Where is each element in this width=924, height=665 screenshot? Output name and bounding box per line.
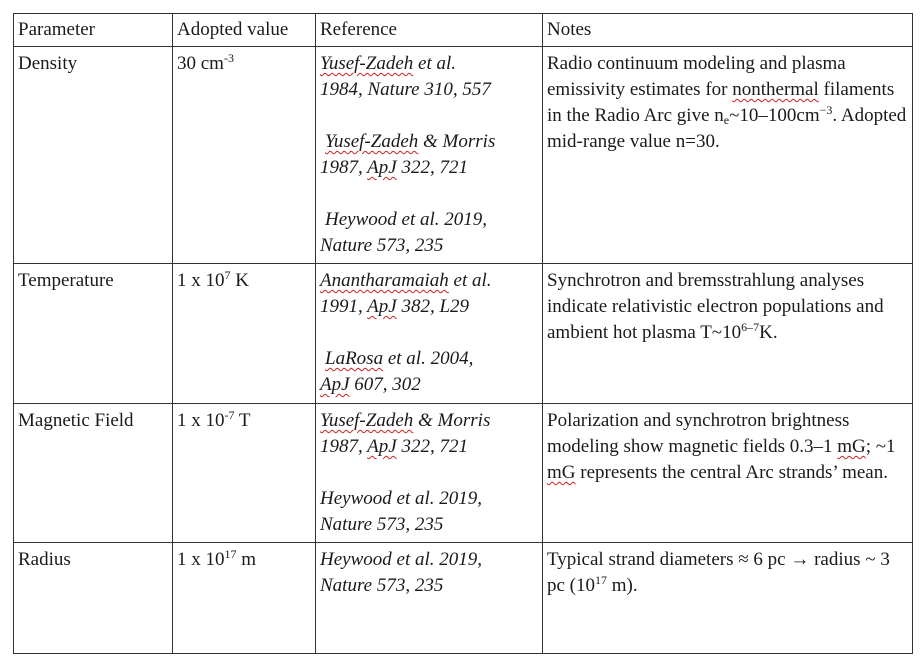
reference-cell: [316, 404, 543, 543]
reference-cell: [316, 543, 543, 654]
reference-cell: [316, 264, 543, 404]
parameter-cell: Magnetic Field: [14, 404, 173, 543]
notes-cell: Radio continuum modeling and plasma emissivity estimates for nonthermal filaments in the Radio Arc give $n_e\sim 10-100cm^{-3}$. Adopted mid-range value n=30.: [543, 47, 913, 264]
notes-cell: Polarization and synchrotron brightness modeling show magnetic fields 0.3–1 mG; ~1 mG represents the central Arc strands’ mean.: [543, 404, 913, 543]
reference-cell: [316, 47, 543, 264]
value-cell: 1 x $10^{-7}$ T: [173, 404, 316, 543]
header-adopted-value: Adopted value: [173, 14, 316, 47]
notes-cell: Typical strand diameters ≈ 6 pc → radius ~ 3 pc ($10^{17}$ m).: [543, 543, 913, 654]
reference-entry: LaRosa et al. 2004, ApJ 607, 302: [320, 348, 474, 395]
table-row-magnetic-field: [14, 404, 913, 543]
value-cell: 1 x $10^{17}$ m: [173, 543, 316, 654]
reference-entry: Anantharamaiah et al. 1991, ApJ 382, L29: [320, 270, 492, 317]
parameter-cell: Density: [14, 47, 173, 264]
parameters-table: [13, 13, 913, 654]
notes-cell: Synchrotron and bremsstrahlung analyses indicate relativistic electron populations and ambient hot plasma T~10$^{6-7}$K.: [543, 264, 913, 404]
reference-entry: Heywood et al. 2019, Nature 573, 235: [320, 209, 488, 256]
header-parameter: Parameter: [14, 14, 173, 47]
parameter-cell: Radius: [14, 543, 173, 654]
table-row-radius: [14, 543, 913, 654]
reference-entry: Yusef-Zadeh & Morris 1987, ApJ 322, 721: [320, 410, 491, 457]
table-row-density: [14, 47, 913, 264]
reference-entry: Yusef-Zadeh et al. 1984, Nature 310, 557: [320, 53, 491, 100]
table-header-row: [14, 14, 913, 47]
reference-entry: Yusef-Zadeh & Morris 1987, ApJ 322, 721: [320, 131, 496, 178]
header-notes: Notes: [543, 14, 913, 47]
parameter-cell: Temperature: [14, 264, 173, 404]
value-cell: 30 $cm^{-3}$: [173, 47, 316, 264]
table-row-temperature: [14, 264, 913, 404]
header-reference: Reference: [316, 14, 543, 47]
reference-entry: Heywood et al. 2019, Nature 573, 235: [320, 488, 483, 535]
reference-entry: Heywood et al. 2019, Nature 573, 235: [320, 549, 483, 596]
value-cell: 1 x $10^7$ K: [173, 264, 316, 404]
